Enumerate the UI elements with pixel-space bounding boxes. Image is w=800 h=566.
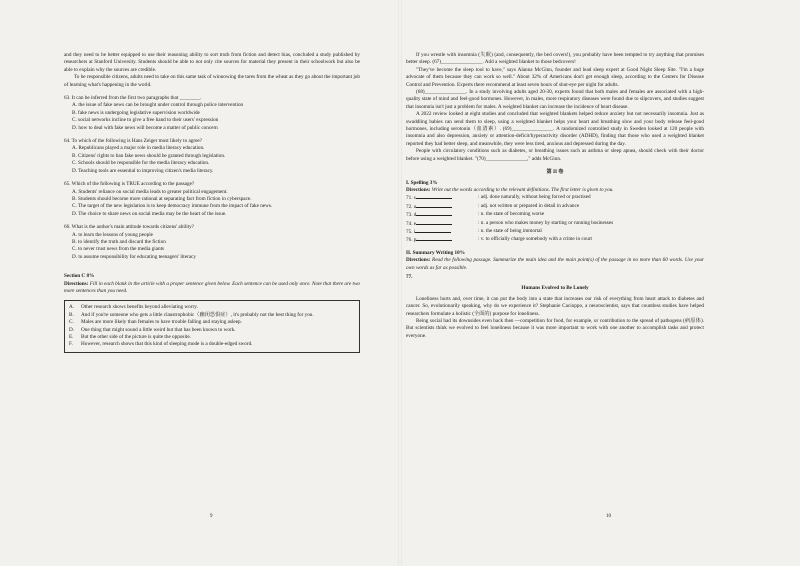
option-text: One thing that might sound a little weird but that has been known to work. [81, 326, 236, 333]
option-letter: F. [69, 341, 73, 348]
question-stem: 63. It can be inferred from the first two paragraphs that ________. [64, 95, 202, 102]
option: A. Students' reliance on social media leads to greater political engagement. [72, 188, 228, 195]
option-letter: E. [69, 334, 74, 340]
question-66 [64, 224, 360, 261]
option: C. The target of the new legislation is to keep democracy immune from the impact of fake news. [72, 203, 273, 210]
definition: : n. a person who makes money by starting or running businesses [478, 219, 614, 226]
page-number: 9 [210, 514, 213, 519]
option: D. how to deal with fake news will become a matter of public concern [72, 124, 218, 131]
spelling-item [406, 236, 704, 244]
definition: : v. to officially charge somebody with a crime in court [478, 236, 592, 243]
option: C. to never trust news from the media giants [72, 246, 165, 253]
part-two-heading: 第 II 卷 [546, 169, 564, 176]
question-stem: 66. What is the author's main attitude towards citizens' ability? [64, 224, 194, 231]
item-number: 71. s [406, 195, 416, 202]
option: D. Teaching tools are essential to improving citizen's media literacy. [72, 167, 214, 174]
option-letter: D. [69, 326, 75, 333]
directions-label: Directions: [406, 257, 431, 264]
article-paragraph-3: (68)________________. In a study involving adults aged 20-30, experts found that both males and females are associated with a high-quality state of mind and feel-good hormones. However, in males, more respiratory diseases were found due to slipcovers, and studies suggest that insomnia isn't just a problem for males. A weighted blanket can increase the incidence of heart disease. [406, 89, 704, 110]
directions-text: Read the following passage. Summarize the main idea and the main point(s) of the passage in no more than 60 words. Use your own words as far as possible. [406, 257, 705, 271]
answer-blank[interactable] [416, 211, 452, 216]
item-number: 76. p [406, 237, 417, 244]
option-text: And if you're someone who gets a little claustrophobic（幽闭恐惧症）, it's probably not the best thing for you. [81, 311, 314, 318]
section-c-heading: Section C 8% [64, 273, 95, 280]
spelling-item [406, 211, 704, 219]
question-63 [64, 95, 360, 132]
article-paragraph-2: "They've become the sleep tool to have," says Alanna McGinn, founder and lead sleep expert at Good Night Sleep Site. "I'm a huge advocate of them because they can work so well." About 32% of Americans don't get enough sleep, according to the Centers for Disease Control and Prevention. Experts there recommend at least seven hours of shut-eye per night for adults. [406, 66, 704, 88]
question-77-label: 77. [406, 273, 413, 280]
answer-blank[interactable] [415, 228, 451, 233]
spelling-heading: I. Spelling 3% [406, 179, 438, 186]
item-number: 74. e [406, 220, 417, 227]
question-64 [64, 138, 360, 175]
item-number: 72. u [406, 203, 417, 210]
sentence-options-box [64, 300, 360, 352]
article-paragraph-4: A 2022 review looked at eight studies and concluded that weighted blankets helped reduce anxiety but not necessarily insomnia. Just as swaddling babies can send them to sleep, using a weighted blanket helps your heart and breathing slow and your body release feel-good hormones, including serotonin（血清素）. (69)________________. A randomized controlled study in Sweden looked at 120 people with insomnia and also depression, anxiety or attention-deficit/hyperactivity disorder (ADHD), finding that those who used a weighted blanket reported they had better sleep, and meanwhile, they were less tired, anxious and depressed during the day. [406, 111, 704, 147]
option-text: However, research shows that this kind of sleeping mode is a double-edged sword. [81, 341, 253, 348]
summary-directions [406, 257, 704, 272]
summary-heading: II. Summary Writing 10% [406, 249, 465, 256]
spelling-item [406, 220, 704, 228]
option: B. Citizens' rights to ban fake news should be granted through legislation. [72, 152, 226, 159]
option-letter: A. [69, 304, 75, 311]
option: D. to assume responsibility for educating teenagers' literacy [72, 253, 196, 260]
option-letter: B. [69, 311, 74, 318]
option-text: Males are more likely than females to have trouble falling and staying asleep. [81, 319, 242, 326]
option: B. to identify the truth and discard the fiction [72, 238, 166, 245]
answer-blank[interactable] [416, 220, 452, 225]
box-option [69, 341, 355, 348]
option-text: Other research shows benefits beyond alleviating worry. [81, 304, 198, 311]
option: B. Students should become more rational at separating fact from fiction in cyberspace. [72, 195, 252, 202]
option-letter: C. [69, 319, 74, 326]
option: A. to learn the lessons of young people [72, 231, 153, 238]
option: A. Republicans played a major role in media literacy education. [72, 145, 205, 152]
box-option [69, 319, 355, 326]
option: A. the issue of fake news can be brought under control through police intervention [72, 102, 244, 109]
question-stem: 64. To which of the following is Hans Zeiger most likely to agree? [64, 138, 202, 145]
summary-paragraph-1: Loneliness hurts and, over time, it can put the body into a state that increases our risk of everything from heart attack to diabetes and cancer. So, evolutionarily speaking, why do we experience it? Stephanie Cacioppo, a neuroscientist, says that countless studies have helped researchers formulate a holistic (全面的) purpose for loneliness. [406, 295, 704, 317]
directions-label: Directions: [406, 186, 431, 193]
box-option [69, 327, 355, 334]
definition: : n. the state of becoming worse [478, 211, 545, 218]
question-65 [64, 181, 360, 218]
spelling-item [406, 194, 704, 202]
option: D. The choice to share news on social media may be the heart of the issue. [72, 210, 227, 217]
directions-text: Write out the words according to the relevant definitions. The first letter is given to you. [431, 186, 614, 193]
summary-paragraph-2: Being social had its downsides even back then —competition for food, for example, or contribution to the spread of pathogens (病原体). But scientists think we evolved to feel loneliness because it was more important to work with one another to accomplish tasks and protect everyone. [406, 318, 704, 339]
directions-label: Directions: [64, 280, 89, 287]
left-column [64, 52, 360, 353]
answer-blank[interactable] [416, 194, 452, 199]
item-number: 75. i [406, 228, 416, 235]
article-title: Humans Evolved to Be Lonely [521, 285, 589, 292]
definition: : n. the state of being immortal [478, 227, 542, 234]
article-paragraph-5: People with circulatory conditions such as diabetes, or breathing issues such as asthma or sleep apnea, should check with their doctor before using a weighted blanket. "(70)________________," adds McGinn. [406, 148, 704, 162]
section-c-directions [64, 281, 360, 296]
right-column [406, 52, 704, 340]
intro-paragraph-1: and they need to be better equipped to use their reasoning ability to sort truth from fiction and detect bias, concluded a study published by researchers at Stanford University. Students should be able to not only cite sources for material they present in their schoolwork but also be able to explain why the sources are credible. [64, 52, 360, 73]
question-stem: 65. Which of the following is TRUE according to the passage? [64, 181, 195, 188]
option: C. Schools should be responsible for the media literacy education. [72, 160, 210, 167]
definition: : adj. not written or prepared in detail in advance [478, 202, 580, 209]
answer-blank[interactable] [416, 236, 452, 241]
directions-text: Fill in each blank in the article with a proper sentence given below. Each sentence can be used only once. Note that there are two more sentences than you need. [64, 280, 361, 294]
option: C. social networks incline to give a free hand to their users' expression [72, 117, 219, 124]
spelling-item [406, 203, 704, 211]
option: B. fake news is undergoing legislative supervision worldwide [72, 109, 200, 116]
intro-paragraph-2: To be responsible citizens, adults need to take on this same task of winnowing the tares from the wheat as they go about the important job of learning what's happening in the world. [64, 74, 360, 88]
definition: : adj. done naturally, without being forced or practised [478, 194, 591, 201]
item-number: 73. d [406, 212, 417, 219]
page-number: 10 [606, 514, 611, 519]
answer-blank[interactable] [416, 203, 452, 208]
box-option [69, 304, 355, 311]
option-text: But the other side of the picture is quite the opposite. [81, 334, 191, 340]
article-paragraph-1: If you wrestle with insomnia (失眠) (and, consequently, the bed covers!), you probably have been tempted to try anything that promises better sleep. (67)________________. Add a weighted blanket to those bedcovers! [406, 52, 704, 66]
